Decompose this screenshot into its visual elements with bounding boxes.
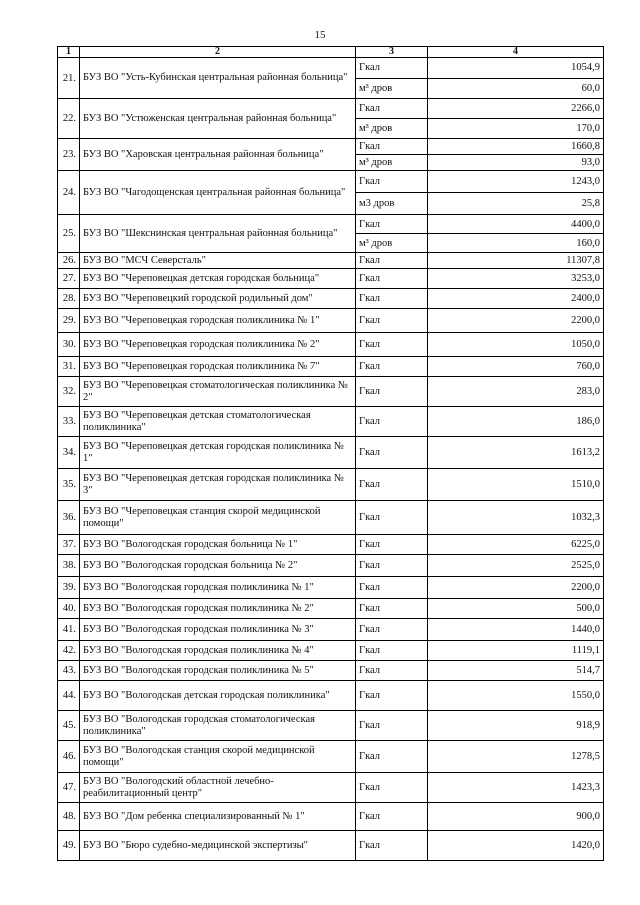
unit-cell: Гкал (356, 469, 428, 501)
unit-cell: м³ дров (356, 155, 428, 171)
institution-name: БУЗ ВО "Череповецкая детская городская больница" (80, 269, 356, 289)
row-number: 29. (58, 309, 80, 333)
unit-cell: Гкал (356, 831, 428, 861)
value-cell: 900,0 (428, 803, 604, 831)
row-number: 22. (58, 99, 80, 139)
value-cell: 1550,0 (428, 681, 604, 711)
row-number: 39. (58, 577, 80, 599)
institution-name: БУЗ ВО "Череповецкий городской родильный дом" (80, 289, 356, 309)
value-cell: 1420,0 (428, 831, 604, 861)
unit-cell: Гкал (356, 437, 428, 469)
value-cell: 1440,0 (428, 619, 604, 641)
institution-name: БУЗ ВО "Вологодская городская стоматологическая поликлиника" (80, 711, 356, 741)
table-row (58, 681, 604, 711)
table-row (58, 333, 604, 357)
unit-cell: Гкал (356, 253, 428, 269)
institution-name: БУЗ ВО "Череповецкая городская поликлиника № 2" (80, 333, 356, 357)
unit-cell: Гкал (356, 309, 428, 333)
row-number: 33. (58, 407, 80, 437)
value-cell: 1510,0 (428, 469, 604, 501)
institution-name: БУЗ ВО "Вологодская детская городская поликлиника" (80, 681, 356, 711)
row-number: 49. (58, 831, 80, 861)
column-header: 2 (80, 47, 356, 58)
row-number: 31. (58, 357, 80, 377)
row-number: 42. (58, 641, 80, 661)
row-number: 24. (58, 171, 80, 215)
row-number: 23. (58, 139, 80, 171)
table-row (58, 407, 604, 437)
row-number: 27. (58, 269, 80, 289)
unit-cell: м³ дров (356, 234, 428, 253)
value-cell: 1613,2 (428, 437, 604, 469)
value-cell: 3253,0 (428, 269, 604, 289)
table-row (58, 139, 604, 155)
table-row (58, 661, 604, 681)
unit-cell: м³ дров (356, 119, 428, 139)
unit-cell: Гкал (356, 773, 428, 803)
row-number: 26. (58, 253, 80, 269)
institution-name: БУЗ ВО "Чагодощенская центральная районная больница" (80, 171, 356, 215)
value-cell: 1119,1 (428, 641, 604, 661)
value-cell: 283,0 (428, 377, 604, 407)
row-number: 28. (58, 289, 80, 309)
table-row (58, 357, 604, 377)
table-row (58, 501, 604, 535)
unit-cell: Гкал (356, 357, 428, 377)
institution-name: БУЗ ВО "Череповецкая городская поликлиника № 1" (80, 309, 356, 333)
value-cell: 93,0 (428, 155, 604, 171)
institution-name: БУЗ ВО "Шекснинская центральная районная больница" (80, 215, 356, 253)
value-cell: 1050,0 (428, 333, 604, 357)
table-row (58, 469, 604, 501)
unit-cell: Гкал (356, 99, 428, 119)
institution-name: БУЗ ВО "МСЧ Северсталь" (80, 253, 356, 269)
unit-cell: Гкал (356, 333, 428, 357)
institution-name: БУЗ ВО "Вологодская городская поликлиника № 1" (80, 577, 356, 599)
row-number: 46. (58, 741, 80, 773)
unit-cell: Гкал (356, 741, 428, 773)
table-row (58, 535, 604, 555)
value-cell: 25,8 (428, 193, 604, 215)
unit-cell: Гкал (356, 535, 428, 555)
column-header: 1 (58, 47, 80, 58)
unit-cell: Гкал (356, 641, 428, 661)
row-number: 44. (58, 681, 80, 711)
table-row (58, 437, 604, 469)
institution-name: БУЗ ВО "Вологодский областной лечебно-реабилитационный центр" (80, 773, 356, 803)
unit-cell: м³ дров (356, 78, 428, 99)
value-cell: 4400,0 (428, 215, 604, 234)
table-row (58, 577, 604, 599)
table-row (58, 831, 604, 861)
unit-cell: Гкал (356, 377, 428, 407)
value-cell: 1032,3 (428, 501, 604, 535)
value-cell: 918,9 (428, 711, 604, 741)
institution-name: БУЗ ВО "Череповецкая стоматологическая поликлиника № 2" (80, 377, 356, 407)
row-number: 48. (58, 803, 80, 831)
institution-name: БУЗ ВО "Вологодская городская поликлиника № 3" (80, 619, 356, 641)
institution-name: БУЗ ВО "Дом ребенка специализированный № 1" (80, 803, 356, 831)
column-header: 3 (356, 47, 428, 58)
page-number: 15 (314, 29, 326, 41)
value-cell: 514,7 (428, 661, 604, 681)
row-number: 41. (58, 619, 80, 641)
institution-name: БУЗ ВО "Усть-Кубинская центральная районная больница" (80, 58, 356, 99)
table-header-row (58, 47, 604, 58)
table-row (58, 269, 604, 289)
row-number: 38. (58, 555, 80, 577)
value-cell: 2266,0 (428, 99, 604, 119)
unit-cell: Гкал (356, 58, 428, 79)
table-row (58, 641, 604, 661)
value-cell: 1054,9 (428, 58, 604, 79)
unit-cell: Гкал (356, 289, 428, 309)
table-row (58, 599, 604, 619)
table-row (58, 309, 604, 333)
unit-cell: м3 дров (356, 193, 428, 215)
institution-name: БУЗ ВО "Устюженская центральная районная больница" (80, 99, 356, 139)
institution-name: БУЗ ВО "Череповецкая городская поликлиника № 7" (80, 357, 356, 377)
unit-cell: Гкал (356, 599, 428, 619)
row-number: 40. (58, 599, 80, 619)
unit-cell: Гкал (356, 139, 428, 155)
value-cell: 2200,0 (428, 309, 604, 333)
column-header: 4 (428, 47, 604, 58)
table-row (58, 253, 604, 269)
row-number: 43. (58, 661, 80, 681)
value-cell: 186,0 (428, 407, 604, 437)
table-row (58, 711, 604, 741)
value-cell: 1243,0 (428, 171, 604, 193)
row-number: 47. (58, 773, 80, 803)
institution-name: БУЗ ВО "Череповецкая детская городская поликлиника № 3" (80, 469, 356, 501)
row-number: 32. (58, 377, 80, 407)
consumption-table (57, 46, 604, 861)
table-row (58, 289, 604, 309)
value-cell: 500,0 (428, 599, 604, 619)
value-cell: 2525,0 (428, 555, 604, 577)
institution-name: БУЗ ВО "Череповецкая станция скорой медицинской помощи" (80, 501, 356, 535)
institution-name: БУЗ ВО "Бюро судебно-медицинской экспертизы" (80, 831, 356, 861)
value-cell: 2200,0 (428, 577, 604, 599)
row-number: 30. (58, 333, 80, 357)
table-row (58, 773, 604, 803)
row-number: 34. (58, 437, 80, 469)
value-cell: 1423,3 (428, 773, 604, 803)
value-cell: 170,0 (428, 119, 604, 139)
institution-name: БУЗ ВО "Вологодская городская больница № 1" (80, 535, 356, 555)
table-row (58, 58, 604, 79)
unit-cell: Гкал (356, 803, 428, 831)
institution-name: БУЗ ВО "Харовская центральная районная больница" (80, 139, 356, 171)
unit-cell: Гкал (356, 577, 428, 599)
row-number: 45. (58, 711, 80, 741)
value-cell: 1278,5 (428, 741, 604, 773)
institution-name: БУЗ ВО "Череповецкая детская городская поликлиника № 1" (80, 437, 356, 469)
table-row (58, 99, 604, 119)
unit-cell: Гкал (356, 619, 428, 641)
unit-cell: Гкал (356, 215, 428, 234)
institution-name: БУЗ ВО "Вологодская городская больница № 2" (80, 555, 356, 577)
institution-name: БУЗ ВО "Вологодская городская поликлиника № 4" (80, 641, 356, 661)
unit-cell: Гкал (356, 171, 428, 193)
unit-cell: Гкал (356, 555, 428, 577)
value-cell: 1660,8 (428, 139, 604, 155)
table-body (58, 58, 604, 861)
institution-name: БУЗ ВО "Вологодская городская поликлиника № 2" (80, 599, 356, 619)
table-row (58, 215, 604, 234)
table-row (58, 803, 604, 831)
value-cell: 160,0 (428, 234, 604, 253)
value-cell: 6225,0 (428, 535, 604, 555)
row-number: 21. (58, 58, 80, 99)
institution-name: БУЗ ВО "Череповецкая детская стоматологическая поликлиника" (80, 407, 356, 437)
value-cell: 760,0 (428, 357, 604, 377)
row-number: 25. (58, 215, 80, 253)
unit-cell: Гкал (356, 681, 428, 711)
institution-name: БУЗ ВО "Вологодская станция скорой медицинской помощи" (80, 741, 356, 773)
row-number: 37. (58, 535, 80, 555)
institution-name: БУЗ ВО "Вологодская городская поликлиника № 5" (80, 661, 356, 681)
row-number: 36. (58, 501, 80, 535)
unit-cell: Гкал (356, 661, 428, 681)
row-number: 35. (58, 469, 80, 501)
table-row (58, 171, 604, 193)
table-row (58, 377, 604, 407)
table-row (58, 619, 604, 641)
unit-cell: Гкал (356, 501, 428, 535)
unit-cell: Гкал (356, 269, 428, 289)
value-cell: 60,0 (428, 78, 604, 99)
value-cell: 11307,8 (428, 253, 604, 269)
table-row (58, 741, 604, 773)
unit-cell: Гкал (356, 407, 428, 437)
table-row (58, 555, 604, 577)
value-cell: 2400,0 (428, 289, 604, 309)
unit-cell: Гкал (356, 711, 428, 741)
